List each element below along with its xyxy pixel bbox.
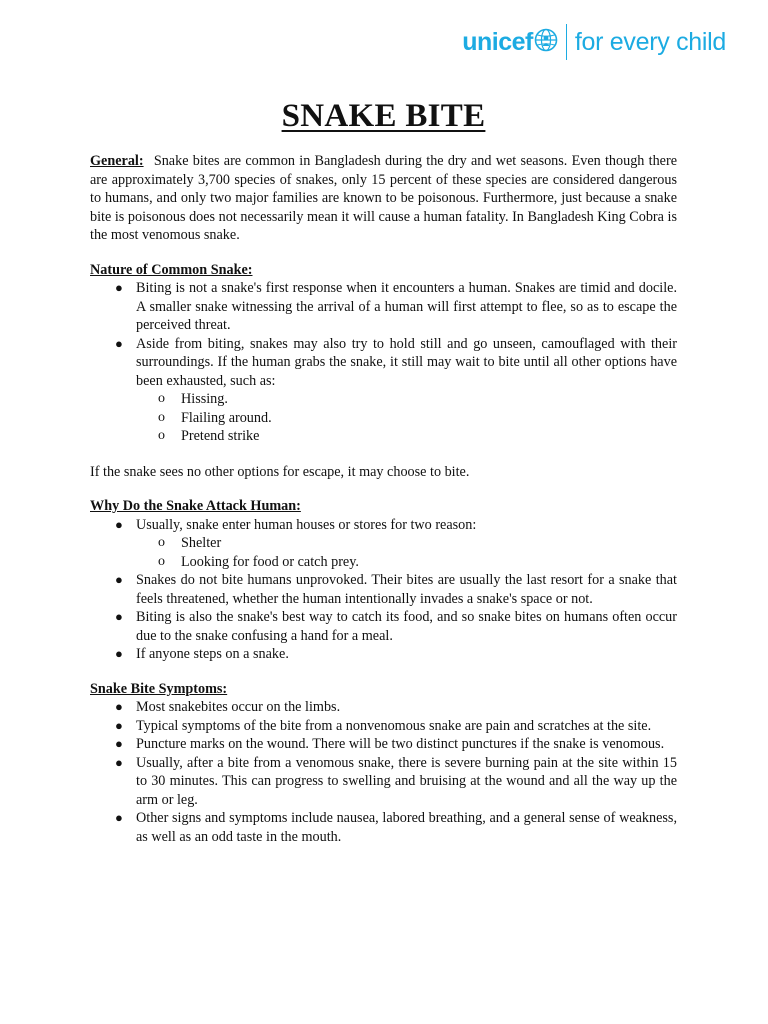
bullet-icon: ●: [115, 810, 123, 825]
nature-sub-list: [90, 390, 677, 446]
sub-list-item: [90, 553, 677, 572]
symptoms-bullet-list: [90, 698, 677, 846]
sub-text: Looking for food or catch prey.: [181, 553, 359, 570]
bullet-icon: ●: [115, 736, 123, 751]
bullet-text: Biting is not a snake's first response when it encounters a human. Snakes are timid and docile. A smaller snake witnessing the arrival of a human will first attempt to flee, so as to escape the perceived threat.: [136, 280, 677, 333]
list-item: [90, 335, 677, 391]
circle-bullet-icon: o: [158, 391, 165, 406]
bullet-icon: ●: [115, 754, 123, 770]
symptoms-heading: Snake Bite Symptoms:: [90, 680, 228, 697]
general-text: Snake bites are common in Bangladesh during the dry and wet seasons. Even though there are approximately 3,700 species of snakes, only 15 percent of these species are considered dangerous to humans, and only two major families are known to be poisonous. Furthermore, just because a snake bite is poisonous does not necessarily mean it will cause a human fatality. In Bangladesh King Cobra is the most venomous snake.: [90, 153, 677, 243]
bullet-text: Usually, after a bite from a venomous snake, there is severe burning pain at the site within 15 to 30 minutes. This can progress to swelling and bruising at the wound and all the way up the arm or leg.: [136, 754, 677, 808]
unicef-globe-icon: [534, 28, 558, 52]
circle-bullet-icon: o: [158, 553, 165, 569]
nature-bullet-list: [90, 279, 677, 390]
bullet-icon: ●: [115, 717, 123, 733]
nature-heading: Nature of Common Snake:: [90, 261, 253, 278]
bullet-icon: ●: [115, 572, 123, 587]
sub-text: Flailing around.: [181, 409, 272, 426]
general-label: General:: [90, 153, 144, 169]
sub-list-item: [90, 390, 677, 409]
bullet-text: Biting is also the snake's best way to catch its food, and so snake bites on humans often occur due to the snake confusing a hand for a meal.: [136, 609, 677, 644]
bullet-icon: ●: [115, 335, 123, 351]
why-heading: Why Do the Snake Attack Human:: [90, 498, 301, 514]
sub-text: Hissing.: [181, 391, 228, 407]
sub-list-item: [90, 409, 677, 428]
list-item: [90, 608, 677, 645]
list-item: [90, 809, 677, 846]
bullet-text: Usually, snake enter human houses or stores for two reason:: [136, 516, 477, 533]
bullet-icon: ●: [115, 646, 123, 661]
list-item: [90, 698, 677, 717]
bullet-icon: ●: [115, 516, 123, 532]
logo-tagline: for every child: [574, 27, 726, 56]
bullet-text: Most snakebites occur on the limbs.: [136, 699, 341, 715]
sub-list-item: [90, 427, 677, 446]
logo-brand: unicef: [462, 27, 533, 56]
bullet-text: Other signs and symptoms include nausea, labored breathing, and a general sense of weakness, as well as an odd taste in the mouth.: [136, 810, 677, 845]
nature-closing: If the snake sees no other options for escape, it may choose to bite.: [90, 463, 470, 480]
unicef-logo: [462, 24, 726, 60]
bullet-text: Puncture marks on the wound. There will be two distinct punctures if the snake is venomous.: [136, 736, 665, 752]
bullet-icon: ●: [115, 699, 123, 714]
sub-list-item: [90, 534, 677, 553]
bullet-text: Typical symptoms of the bite from a nonvenomous snake are pain and scratches at the site.: [136, 717, 652, 734]
circle-bullet-icon: o: [158, 428, 165, 443]
circle-bullet-icon: o: [158, 535, 165, 550]
logo-divider: [566, 24, 567, 60]
circle-bullet-icon: o: [158, 409, 165, 425]
why-sub-list: [90, 534, 677, 571]
bullet-text: Aside from biting, snakes may also try to hold still and go unseen, camouflaged with their surroundings. If the human grabs the snake, it still may wait to bite until all other options have been exhausted, such as:: [136, 335, 677, 389]
bullet-text: Snakes do not bite humans unprovoked. Their bites are usually the last resort for a snake that feels threatened, whether the human intentionally invades a snake's space or not.: [136, 572, 677, 607]
bullet-text: If anyone steps on a snake.: [136, 646, 289, 662]
list-item: [90, 735, 677, 754]
list-item: [90, 717, 677, 736]
why-bullet-list: [90, 571, 677, 664]
bullet-icon: ●: [115, 609, 123, 624]
document-title: SNAKE BITE: [281, 98, 486, 134]
why-bullet-list-top: [90, 516, 677, 535]
list-item: [90, 571, 677, 608]
sub-text: Shelter: [181, 535, 222, 551]
list-item: [90, 279, 677, 335]
list-item: [90, 516, 677, 535]
general-paragraph: [90, 152, 677, 245]
sub-text: Pretend strike: [181, 428, 260, 444]
list-item: [90, 645, 677, 664]
bullet-icon: ●: [115, 280, 123, 295]
document-page: [90, 94, 677, 846]
list-item: [90, 754, 677, 810]
